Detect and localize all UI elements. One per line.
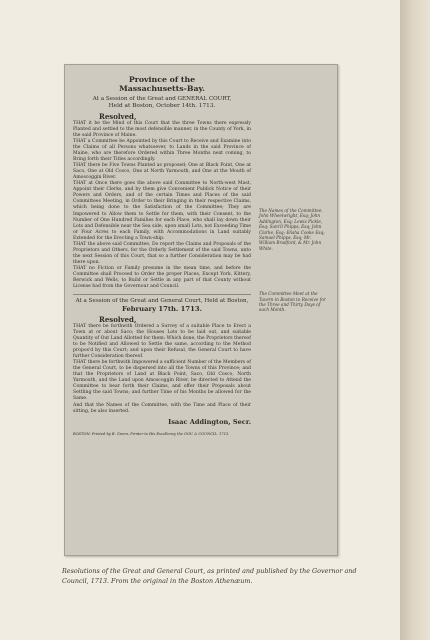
paragraph: THAT it be the Mind of this Court that the three Towns there expressly Planted and settled to the most defensible manner, in the County of York, in the said Province of Maine. (73, 120, 251, 138)
paragraph: And that the Names of the Committee, with the Time and Place of their sitting, be also inserted. (73, 402, 251, 414)
imprint-line: BOSTON: Printed by B. Green, Printer to His Excellency the GOV. & COUNCIL. 1713. (73, 431, 230, 436)
figure-caption: Resolutions of the Great and General Court, as printed and published by the Governor and Council, 1713. From the original in the Boston Athenæum. (62, 567, 357, 585)
signature: Isaac Addington, Secr. (168, 417, 251, 426)
margin-note-committee: The Names of the Committee. John Wheelwright, Esq; John Addington, Esq; Lewis Pickle, Esq; Sam'll Phipps, Esq; John Clarke, Esq; Elisha Cooke Esq; Samuel Phipps, Esq; Mr. William Bradford, & Mr. John White. (259, 208, 325, 251)
paragraph: THAT at Once there goes the above said Committee to North-west Mast, Appoint their Clerks, and by them give Convenient Publick Notice of their Powers and Orders, and of the certain Times and Places of the said Committees Meeting, in Order to their Bringing in their respective Claims, which being done to the Satisfaction of the Committee; They are Impowered to Allow them to Settle for them, with their Consent, to the Number of One Hundred Families for each Place, who shall lay down their Lots and Defensible near the Sea side, upon small Lots, not Exceeding Time or Four Acres to each Family, with Accommodations in Land suitably Extended for the Erecting a Town-ship. (73, 181, 251, 241)
page-edge (400, 0, 430, 640)
resolved-heading-2: Resolved, (99, 314, 137, 324)
margin-notes (259, 208, 327, 353)
paragraph: THAT there be Five Towns Planted as proposed; One at Black Point, One at Saco, One at Old Cosco, One at North Yarmouth, and One at the Mouth of Amoscoggin River. (73, 163, 251, 181)
margin-note-meeting: The Committee Meet at the Tavern in Boston to Receive for the Three and Thirty Days of each Month. (259, 291, 326, 313)
session-line1: At a Session of the Great and GENERAL COURT, (92, 96, 232, 102)
paragraph: THAT there be forthwith Impowered a sufficient Number of the Members of the General Court, to be dispersed into all the Towns of this Province; and that the Proprietors of Land at Black Point, Saco, Old Cosco, North Yarmouth, and the Land upon Amoscoggin River, be directed to Attend the Committee to bear forth their Claims, and offer their Proposals about Settling the said Towns; and further Time of his Months be allowed for the Same. (73, 360, 251, 402)
paragraph: THAT no Fiction or Family presume in the mean time, and before the Committee shall Proceed to Order the proper Places, Except York, Kittery, Berwick and Wells, to Build or Settle in any part of that County without License had from the Governour and Council. (73, 265, 251, 290)
broadside-heading-line2: Massachusetts-Bay. (119, 84, 205, 93)
paragraph: THAT the above said Committee, Do report the Claims and Proposals of the Proprietors and Others, for the Orderly Settlement of the said Towns, unto the next Session of this Court, that so a further Consideration may be had there upon. (73, 241, 251, 265)
resolved-heading-1: Resolved, (99, 111, 137, 121)
broadside-text (73, 75, 251, 436)
divider (73, 294, 251, 295)
broadside-heading-line1: Province of the (128, 75, 196, 84)
date-line-2: February 17th. 1713. (122, 304, 202, 313)
broadside-photograph (64, 64, 338, 556)
session-line2: Held at Boston, October 14th. 1713. (108, 102, 216, 109)
session-line-2: At a Session of the Great and General Court, Held at Boston, (75, 298, 249, 305)
paragraph: THAT there be forthwith Ordered a Survey of a suitable Place to Erect a Town at or about Saco; the Houses Lots to be laid out, and suitable Quantity of Out Land Allotted for them: Which done, the Proprietors thereof to be Notified and Allowed to Settle the same, according to the Method propos'd by this Court; and upon their Refusal, the General Court to have further Consideration thereof. (73, 323, 251, 360)
paragraph: THAT a Committee be Appointed by this Court to Receive and Examine into the Claims of all Persons whatsoever, to Lands in the said Province of Maine, who are therefore Ordered within Three Months next coming, to Bring forth their Titles accordingly. (73, 138, 251, 163)
